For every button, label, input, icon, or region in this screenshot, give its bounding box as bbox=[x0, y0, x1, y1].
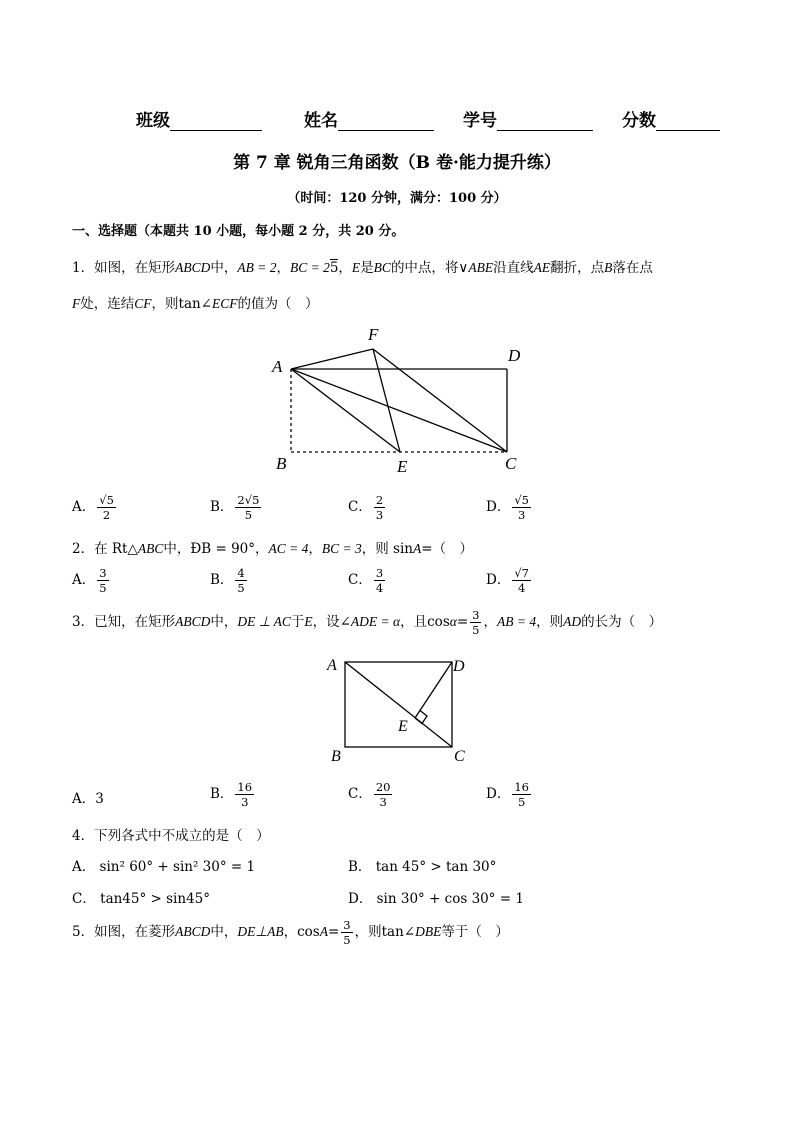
diagonal-AC bbox=[291, 369, 507, 452]
page-subtitle: （时间：120 分钟，满分：100 分） bbox=[287, 191, 507, 206]
label-F: F bbox=[368, 325, 379, 344]
q3-option-b[interactable]: B． $\frac{16}{3}$ bbox=[210, 780, 253, 809]
q3-option-a[interactable]: A．3 bbox=[72, 791, 104, 807]
question-4: 4．下列各式中不成立的是（ ） bbox=[72, 828, 270, 844]
label-E: E bbox=[397, 457, 408, 476]
q1-option-d[interactable]: D． $\frac{√5}{3}$ bbox=[486, 493, 529, 522]
q1-option-b[interactable]: B． $\frac{2√5}{5}$ bbox=[210, 493, 260, 522]
question-1-line-1: 1．如图，在矩形ABCD中，AB = 2，BC = 25，E是BC的中点，将∨ABE沿直线AE翻折，点B落在点 bbox=[72, 260, 653, 276]
score-blank[interactable] bbox=[656, 114, 720, 131]
label-A: A bbox=[272, 357, 283, 376]
segment-DE bbox=[415, 662, 452, 718]
label-A: A bbox=[327, 657, 337, 674]
question-3: 3．已知，在矩形ABCD中，DE ⊥ AC于E，设∠ADE = α，且cosα= $\frac{3}{5}$ ，AB = 4，则AD的长为（ ） bbox=[72, 608, 663, 637]
q2-option-b[interactable]: B． $\frac{4}{5}$ bbox=[210, 566, 245, 595]
id-blank[interactable] bbox=[497, 114, 593, 131]
question-5: 5．如图，在菱形ABCD中，DE⊥AB，cosA= $\frac{3}{5}$ ，则tan∠DBE等于（ ） bbox=[72, 918, 509, 947]
q4-option-a[interactable]: A． sin² 60° + sin² 30° = 1 bbox=[72, 859, 256, 875]
id-field[interactable]: 学号 bbox=[463, 106, 593, 131]
score-field[interactable]: 分数 bbox=[622, 106, 720, 131]
label-B: B bbox=[331, 748, 341, 765]
class-blank[interactable] bbox=[170, 114, 262, 131]
q1-option-c[interactable]: C． $\frac{2}{3}$ bbox=[348, 493, 384, 522]
label-E: E bbox=[398, 718, 408, 735]
page-title: 第 7 章 锐角三角函数（B 卷·能力提升练） bbox=[233, 153, 561, 173]
section-heading: 一、选择题（本题共 10 小题，每小题 2 分，共 20 分。 bbox=[72, 224, 405, 239]
q2-option-a[interactable]: A． $\frac{3}{5}$ bbox=[72, 566, 107, 595]
question-2: 2．在 Rt△ABC中，ÐB = 90°，AC = 4，BC = 3，则 sinA=（ ） bbox=[72, 541, 474, 557]
label-D: D bbox=[453, 658, 465, 675]
q2-option-d[interactable]: D． $\frac{√7}{4}$ bbox=[486, 566, 529, 595]
q4-option-d[interactable]: D． sin 30° + cos 30° = 1 bbox=[348, 891, 524, 907]
class-field[interactable]: 班级 bbox=[136, 106, 262, 131]
q2-option-c[interactable]: C． $\frac{3}{4}$ bbox=[348, 566, 384, 595]
segment-AE bbox=[291, 369, 400, 452]
label-D: D bbox=[508, 346, 521, 365]
q4-option-b[interactable]: B． tan 45° > tan 30° bbox=[348, 859, 497, 875]
label-B: B bbox=[276, 454, 287, 473]
segment-AF bbox=[291, 349, 373, 369]
segment-FE bbox=[373, 349, 400, 452]
name-field[interactable]: 姓名 bbox=[304, 106, 434, 131]
figure-1-folded-rectangle bbox=[260, 320, 530, 480]
name-blank[interactable] bbox=[338, 114, 434, 131]
label-C: C bbox=[505, 454, 517, 473]
q3-option-c[interactable]: C． $\frac{20}{3}$ bbox=[348, 780, 391, 809]
q3-option-d[interactable]: D． $\frac{16}{5}$ bbox=[486, 780, 529, 809]
segment-FC bbox=[373, 349, 507, 452]
label-C: C bbox=[454, 748, 465, 765]
question-1-line-2: F处，连结CF，则tan∠ECF的值为（ ） bbox=[72, 296, 319, 312]
figure-3-rectangle bbox=[320, 650, 480, 770]
q1-option-a[interactable]: A． $\frac{√5}{2}$ bbox=[72, 493, 114, 522]
q4-option-c[interactable]: C． tan45° > sin45° bbox=[72, 891, 210, 907]
